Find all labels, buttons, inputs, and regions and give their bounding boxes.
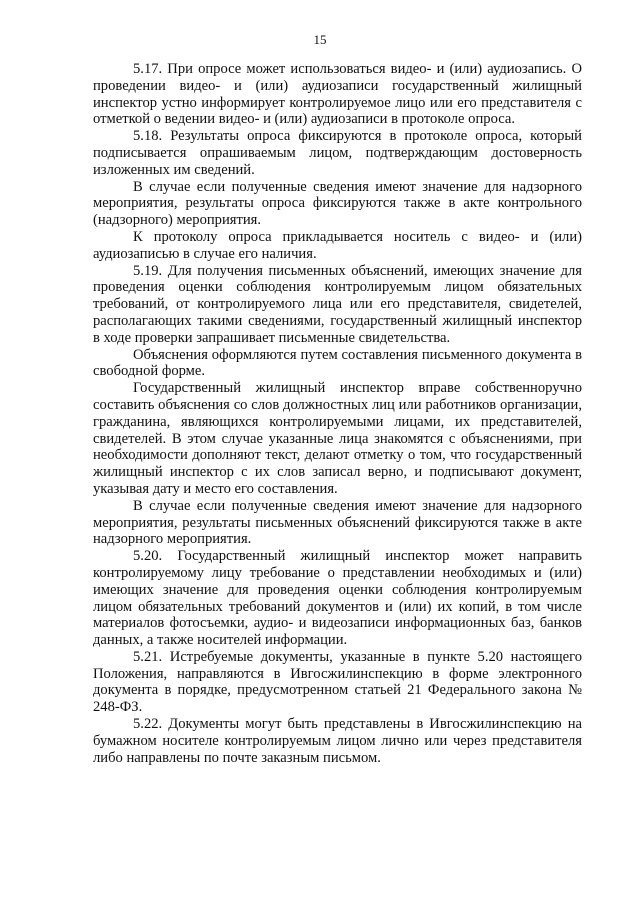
- paragraph-5-19-form: Объяснения оформляются путем составления письменного документа в свободной форме.: [93, 346, 582, 380]
- paragraph-5-18: 5.18. Результаты опроса фиксируются в протоколе опроса, который подписывается опрашиваемым лицом, подтверждающим достоверность изложенных им сведений.: [93, 128, 582, 178]
- paragraph-5-18-act: В случае если полученные сведения имеют значение для надзорного мероприятия, результаты опроса фиксируются также в акте контрольного (надзорного) мероприятия.: [93, 178, 582, 229]
- paragraph-5-22: 5.22. Документы могут быть представлены в Ивгосжилинспекцию на бумажном носителе контролируемым лицом лично или через представителя либо направлены по почте заказным письмом.: [93, 716, 582, 766]
- document-body: [93, 61, 582, 766]
- paragraph-5-21: 5.21. Истребуемые документы, указанные в пункте 5.20 настоящего Положения, направляются в Ивгосжилинспекцию в форме электронного документа в порядке, предусмотренном статьей 21 Федерального закона № 248-ФЗ.: [93, 648, 582, 716]
- paragraph-5-18-media: К протоколу опроса прикладывается носитель с видео- и (или) аудиозаписью в случае его наличия.: [93, 228, 582, 262]
- paragraph-5-19-inspector: Государственный жилищный инспектор вправе собственноручно составить объяснения со слов должностных лиц или работников организации, гражданина, являющихся контролируемыми лицами, их представителей, свидетелей. В этом случае указанные лица знакомятся с объяснениями, при необходимости дополняют текст, делают отметку о том, что государственный жилищный инспектор с их слов записал верно, и подписывают документ, указывая дату и место его составления.: [93, 380, 582, 497]
- paragraph-5-20: 5.20. Государственный жилищный инспектор может направить контролируемому лицу требование о представлении необходимых и (или) имеющих значение для проведения оценки соблюдения контролируемым лицом обязательных требований документов и (или) их копий, в том числе материалов фотосъемки, аудио- и видеозаписи информационных баз, банков данных, а также носителей информации.: [93, 548, 582, 649]
- paragraph-5-17: 5.17. При опросе может использоваться видео- и (или) аудиозапись. О проведении видео- и (или) аудиозаписи государственный жилищный инспектор устно информирует контролируемое лицо или его представителя с отметкой о ведении видео- и (или) аудиозаписи в протоколе опроса.: [93, 61, 582, 128]
- paragraph-5-19: 5.19. Для получения письменных объяснений, имеющих значение для проведения оценки соблюдения контролируемым лицом обязательных требований, от контролируемого лица или его представителя, свидетелей, располагающих такими сведениями, государственный жилищный инспектор в ходе проверки запрашивает письменные свидетельства.: [93, 262, 582, 346]
- paragraph-5-19-act: В случае если полученные сведения имеют значение для надзорного мероприятия, результаты письменных объяснений фиксируются также в акте надзорного мероприятия.: [93, 497, 582, 548]
- page-number: 15: [313, 32, 327, 47]
